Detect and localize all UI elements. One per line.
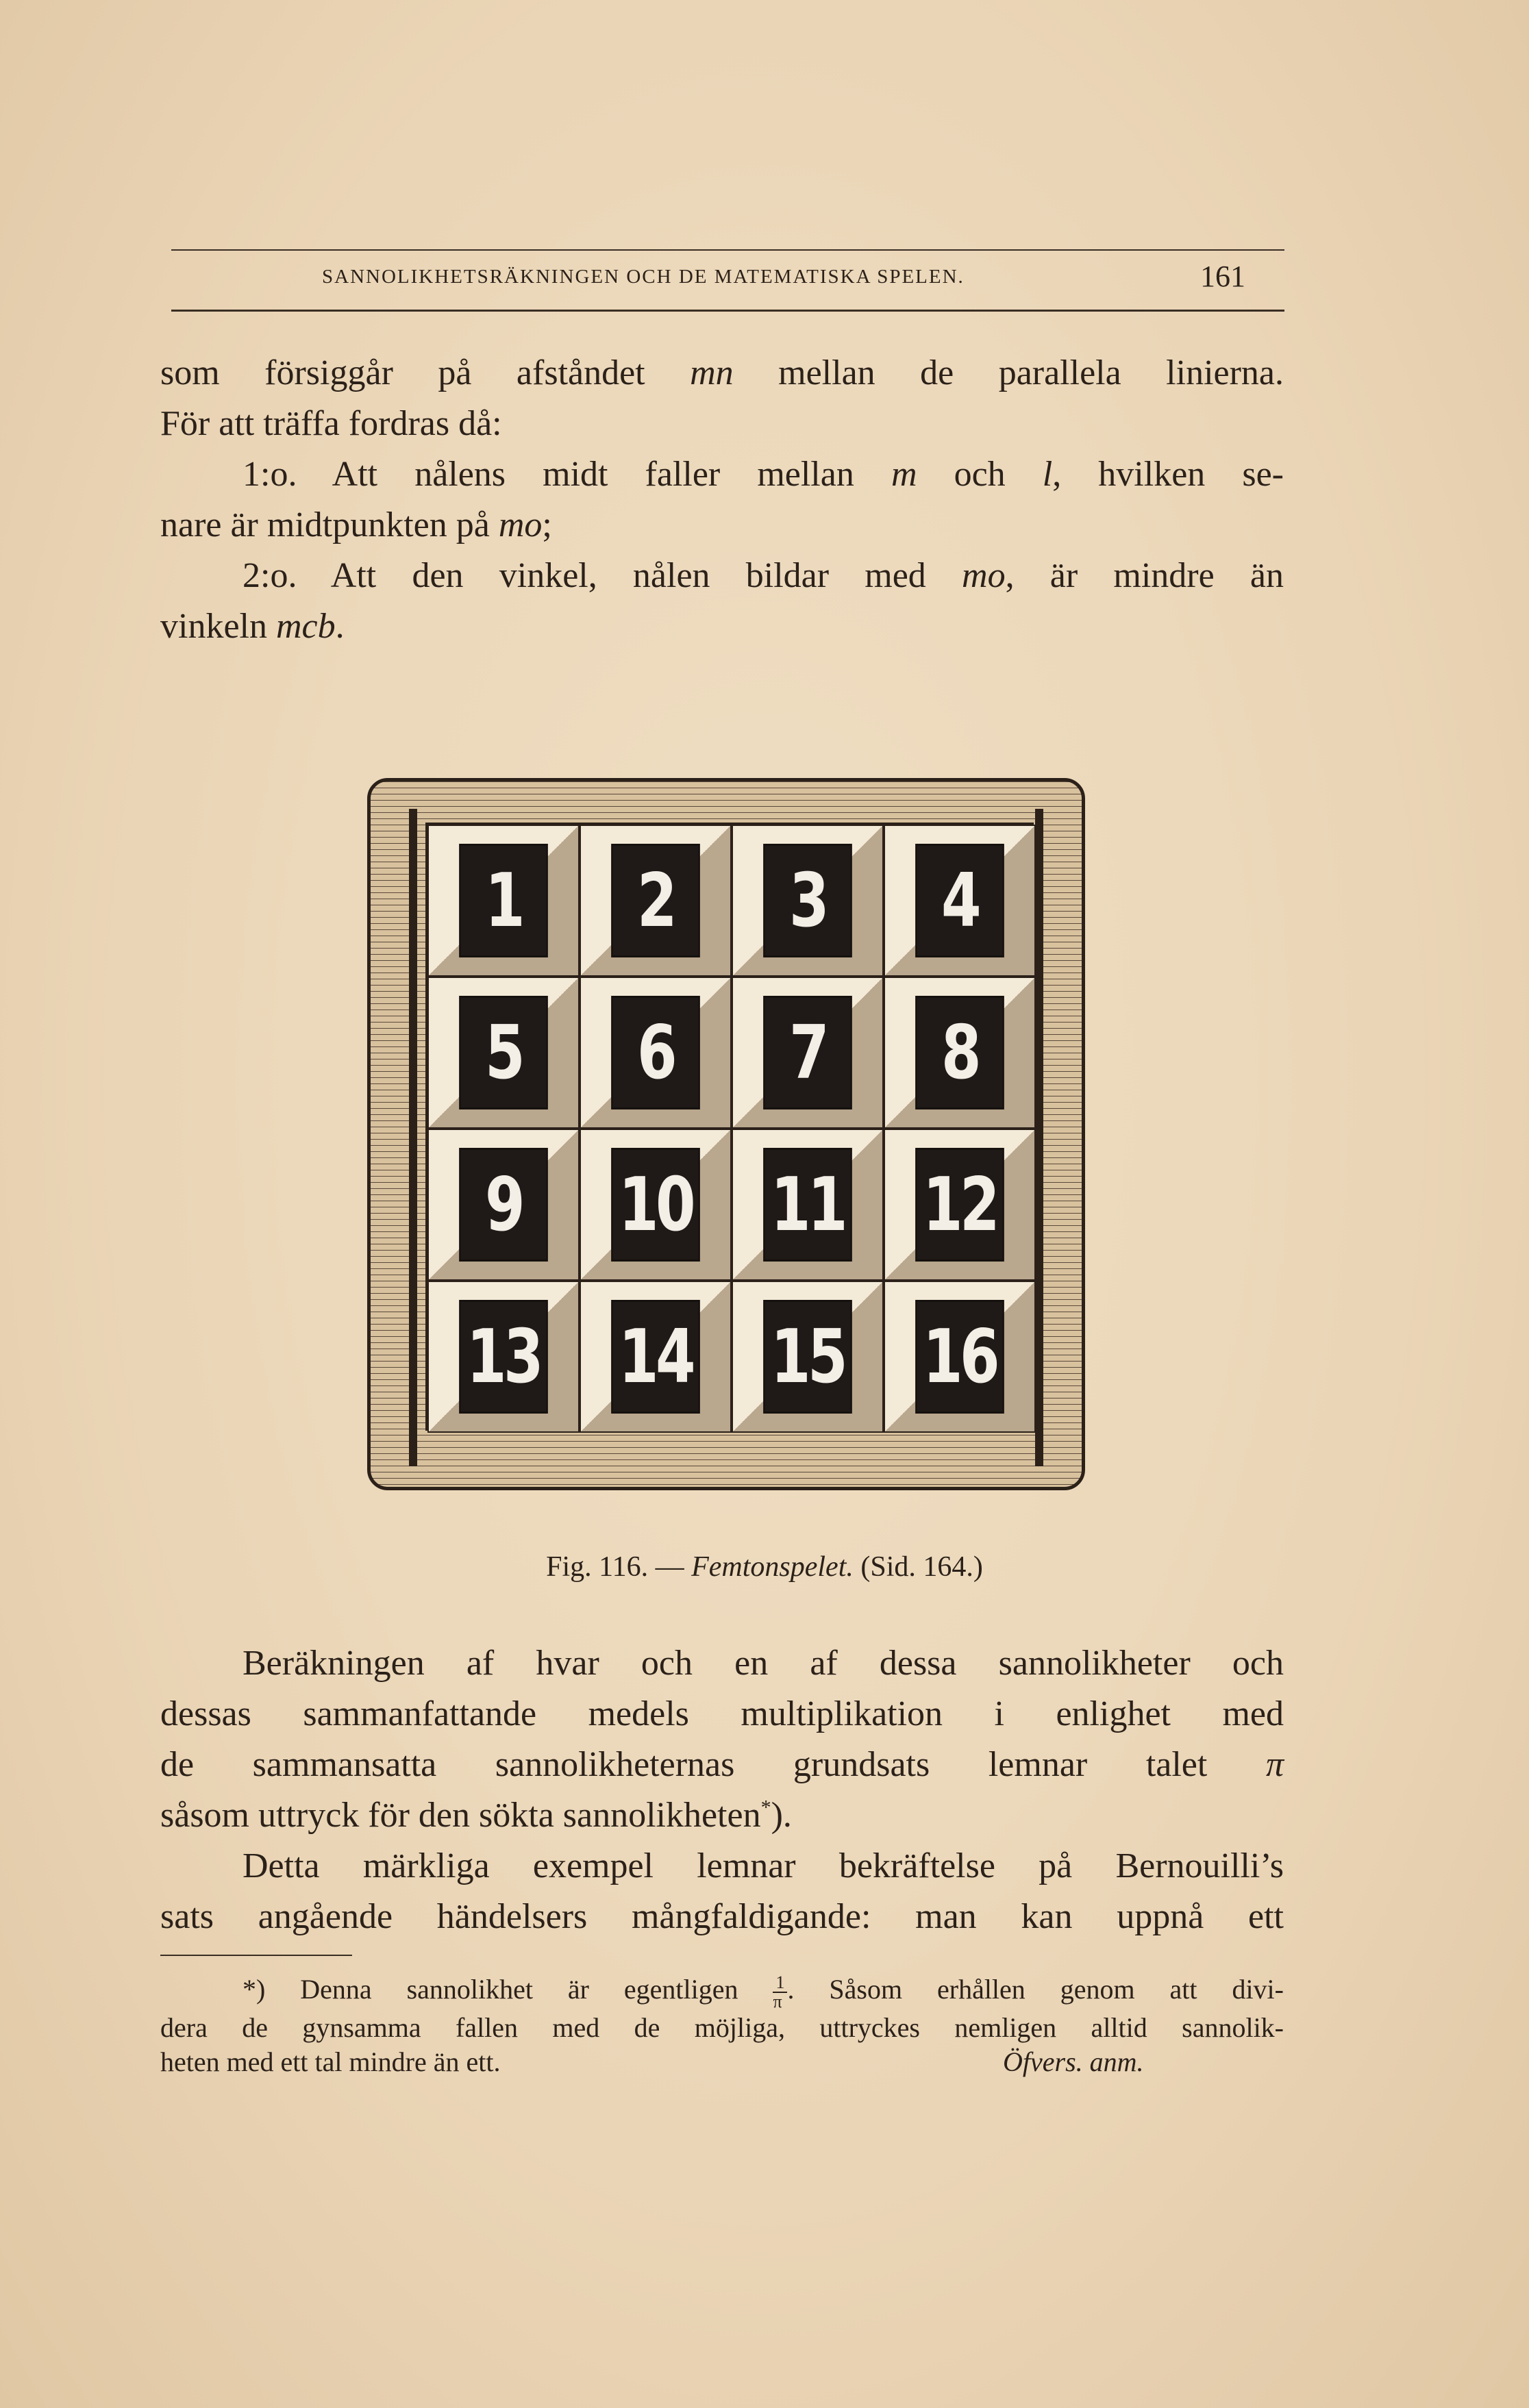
fraction: $\frac{1}{\pi}$ [773, 1974, 787, 2011]
tile-number: 16 [915, 1300, 1004, 1414]
puzzle-tile [580, 1129, 732, 1281]
tile-number: 1 [459, 844, 547, 957]
tile-number: 2 [611, 844, 699, 957]
puzzle-tile [427, 825, 580, 977]
text-line: Detta märkliga exempel lemnar bekräftelse på Bernouilli’s [243, 1846, 1284, 1885]
tile-number: 11 [763, 1148, 851, 1262]
puzzle-tile [884, 825, 1036, 977]
puzzle-tile [580, 825, 732, 977]
tile-number: 14 [611, 1300, 699, 1414]
footnote-line: heten med ett tal mindre än ett. Öfvers. anm. [160, 2046, 1144, 2077]
tile-number: 4 [915, 844, 1004, 957]
puzzle-tile [732, 1129, 884, 1281]
paragraph-1 [160, 348, 1284, 652]
tile-number: 5 [459, 996, 547, 1109]
tile-number: 6 [611, 996, 699, 1109]
paragraph-3 [160, 1841, 1284, 1942]
tile-number: 15 [763, 1300, 851, 1414]
tile-number: 7 [763, 996, 851, 1109]
text-line: nare är midtpunkten på mo; [160, 505, 552, 544]
tile-number: 8 [915, 996, 1004, 1109]
puzzle-tile [732, 977, 884, 1129]
tile-number: 12 [915, 1148, 1004, 1262]
frame-rail-right [1035, 809, 1043, 1466]
footnote [160, 1972, 1284, 2079]
puzzle-tile [427, 977, 580, 1129]
text-line: dessas sammanfattande medels multiplikation i enlighet med [160, 1694, 1284, 1733]
puzzle-tile [580, 977, 732, 1129]
footnote-line: dera de gynsamma fallen med de möjliga, uttryckes nemligen alltid sannolik- [160, 2011, 1284, 2043]
header-bottom-rule [171, 310, 1284, 312]
tile-grid [425, 823, 1034, 1431]
page-number: 161 [1200, 260, 1245, 293]
text-line: För att träffa fordras då: [160, 404, 502, 443]
tile-number: 10 [611, 1148, 699, 1262]
text-line: Beräkningen af hvar och en af dessa sannolikheter och [243, 1644, 1284, 1683]
text-line: som försiggår på afståndet mn mellan de parallela linierna. [160, 353, 1284, 392]
text-line: 2:o. Att den vinkel, nålen bildar med mo, är mindre än [243, 556, 1284, 595]
puzzle-tile [580, 1281, 732, 1433]
text-line: 1:o. Att nålens midt faller mellan m och l, hvilken se- [243, 455, 1284, 494]
figure-caption: Fig. 116. — Femtonspelet. (Sid. 164.) [546, 1551, 983, 1583]
text-line: de sammansatta sannolikheternas grundsats lemnar talet π [160, 1745, 1284, 1784]
paragraph-2 [160, 1638, 1284, 1841]
puzzle-tile [884, 977, 1036, 1129]
text-line: såsom uttryck för den sökta sannolikheten*). [160, 1796, 792, 1835]
running-head: SANNOLIKHETSRÄKNINGEN OCH DE MATEMATISKA SPELEN. [322, 266, 965, 288]
puzzle-tile [884, 1281, 1036, 1433]
text-line: vinkeln mcb. [160, 607, 345, 646]
footnote-line: *) Denna sannolikhet är egentligen $\frac{1}{\pi}$ . Såsom erhållen genom att divi- [243, 1972, 1284, 2011]
frame-rail-left [409, 809, 417, 1466]
tile-number: 13 [459, 1300, 547, 1414]
puzzle-tile [732, 825, 884, 977]
puzzle-tile [884, 1129, 1036, 1281]
puzzle-tile [427, 1129, 580, 1281]
tile-number: 3 [763, 844, 851, 957]
footnote-rule [160, 1955, 352, 1956]
puzzle-tile [732, 1281, 884, 1433]
text-line: sats angående händelsers mångfaldigande: man kan uppnå ett [160, 1897, 1284, 1936]
puzzle-tile [427, 1281, 580, 1433]
fifteen-puzzle-figure [367, 778, 1085, 1490]
tile-number: 9 [459, 1148, 547, 1262]
header-top-rule [171, 249, 1284, 251]
